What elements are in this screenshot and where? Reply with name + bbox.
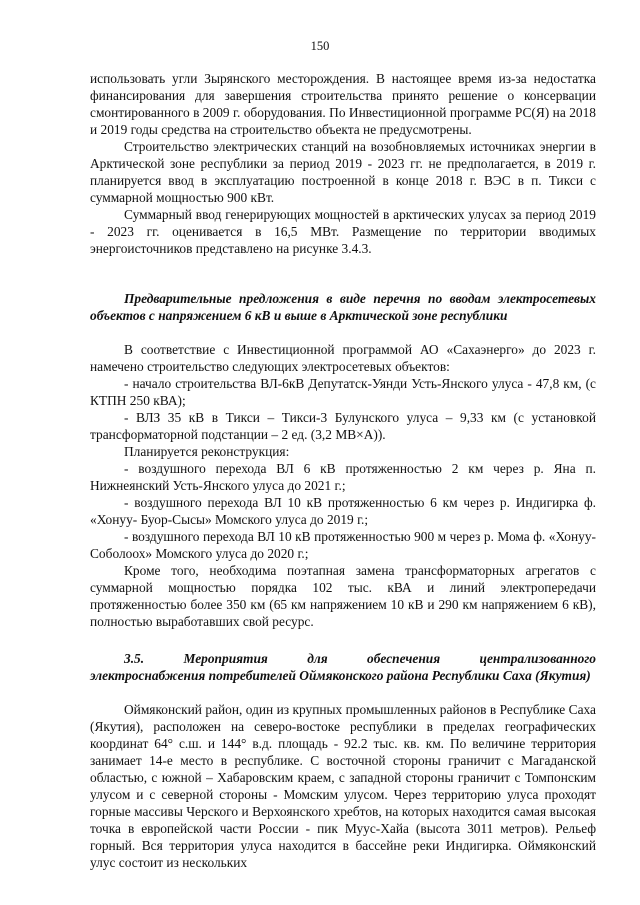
- paragraph-renewables: Строительство электрических станций на возобновляемых источниках энергии в Арктической зоне республики за период 2019 - 2023 гг. не предполагается, в 2019 г. планируется ввод в эксплуатацию построенной в конце 2018 г. ВЭС в п. Тикси с суммарной мощностью 900 кВт.: [90, 139, 596, 205]
- list-item: - воздушного перехода ВЛ 10 кВ протяженностью 6 км через р. Индигирка ф. «Хонуу- Буор-Сысы» Момского улуса до 2019 г.;: [90, 495, 596, 527]
- section-heading-rest: электроснабжения потребителей Оймяконского района Республики Саха (Якутия): [90, 668, 591, 683]
- list-item: - начало строительства ВЛ-6кВ Депутатск-Уянди Усть-Янского улуса - 47,8 км, (с КТПН 250 кВА);: [90, 376, 596, 408]
- list-item: - воздушного перехода ВЛ 6 кВ протяженностью 2 км через р. Яна п. Нижнеянский Усть-Янского улуса до 2021 г.;: [90, 461, 596, 493]
- list-item: - ВЛЗ 35 кВ в Тикси – Тикси-3 Булунского улуса – 9,33 км (с установкой трансформаторной подстанции – 2 ед. (3,2 МВ×А)).: [90, 410, 596, 442]
- paragraph-investment-program: В соответствие с Инвестиционной программой АО «Сахаэнерго» до 2023 г. намечено строительство следующих электросетевых объектов:: [90, 342, 596, 374]
- section-heading-grid-proposals: Предварительные предложения в виде перечня по вводам электросетевых объектов с напряжением 6 кВ и выше в Арктической зоне республики: [90, 291, 596, 323]
- heading-word: обеспечения: [367, 651, 441, 666]
- heading-word: централизованного: [479, 651, 596, 666]
- heading-word: для: [307, 651, 328, 666]
- page-body: [90, 70, 596, 871]
- heading-word: Мероприятия: [183, 651, 268, 666]
- page-number: 150: [310, 39, 330, 53]
- paragraph-total-capacity: Суммарный ввод генерирующих мощностей в арктических улусах за период 2019 - 2023 гг. оценивается в 16,5 МВт. Размещение по территории вводимых энергоисточников представлено на рисунке 3.4.3.: [90, 207, 596, 256]
- paragraph-reconstruction-intro: Планируется реконструкция:: [124, 444, 290, 459]
- paragraph-oymyakon-description: Оймяконский район, один из крупных промышленных районов в Республике Саха (Якутия), расположен на северо-востоке республики в пределах географических координат 64° с.ш. и 144° в.д. площадь - 92.2 тыс. кв. км. По величине территория занимает 14-е место в республике. С восточной стороны граничит с Магаданской областью, с южной – Хабаровским краем, с западной стороны граничит с Томпонским улусом и с северной стороны - Момским улусом. Через территорию улуса проходят горные массивы Черского и Верхоянского хребтов, на которых находится самая высокая точка в европейской части России - пик Муус-Хайа (высота 3011 метров). Рельеф горный. Вся территория улуса находится в бассейне реки Индигирка. Оймяконский улус состоит из нескольких: [90, 702, 596, 870]
- section-heading-3-5: [90, 650, 596, 684]
- paragraph-continuation: использовать угли Зырянского месторождения. В настоящее время из-за недостатка финансирования для завершения строительства принято решение о консервации смонтированного в 2009 г. оборудования. По Инвестиционной программе РС(Я) на 2018 и 2019 годы средства на строительство объекта не предусмотрены.: [90, 71, 596, 137]
- section-heading-first-line: [90, 650, 596, 667]
- list-item: - воздушного перехода ВЛ 10 кВ протяженностью 900 м через р. Мома ф. «Хонуу- Соболоох» Момского улуса до 2020 г.;: [90, 529, 596, 561]
- paragraph-transformer-replacement: Кроме того, необходима поэтапная замена трансформаторных агрегатов с суммарной мощностью порядка 102 тыс. кВА и линий электропередачи протяженностью более 350 км (65 км напряжением 10 кВ и 290 км напряжением 6 кВ), полностью выработавших свой ресурс.: [90, 563, 596, 629]
- section-number: 3.5.: [124, 651, 145, 666]
